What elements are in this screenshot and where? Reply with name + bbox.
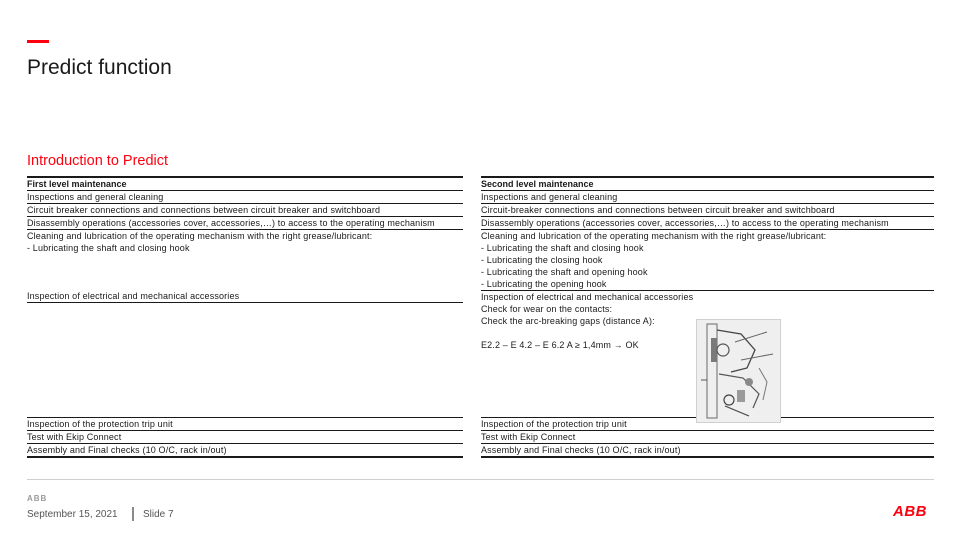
second-level-header: Second level maintenance xyxy=(481,176,934,191)
list-item: Disassembly operations (accessories cover, accessories,…) to access to the operating mechanism xyxy=(27,217,463,230)
arc-gap-check: Check the arc-breaking gaps (distance A): xyxy=(481,316,655,326)
list-item: - Lubricating the shaft and closing hook xyxy=(27,243,190,253)
list-item: - Lubricating the closing hook xyxy=(481,255,603,265)
footer-small-logo: ABB xyxy=(27,494,48,503)
list-item: Test with Ekip Connect xyxy=(481,431,934,444)
mechanism-drawing-svg xyxy=(697,320,780,422)
slide-number: Slide 7 xyxy=(143,509,174,520)
list-item: Inspection of the protection trip unit xyxy=(481,417,934,431)
list-item: Test with Ekip Connect xyxy=(27,431,463,444)
footer-divider-line xyxy=(27,479,934,480)
gap-spec: E2.2 – E 4.2 – E 6.2 A ≥ 1,4mm → OK xyxy=(481,340,639,350)
first-level-maintenance-column xyxy=(27,176,463,303)
first-level-bottom-block xyxy=(27,417,463,458)
list-item: - Lubricating the opening hook xyxy=(481,278,934,291)
second-level-bottom-block xyxy=(481,417,934,458)
page-title: Predict function xyxy=(27,56,172,79)
first-level-header: First level maintenance xyxy=(27,176,463,191)
list-item: - Lubricating the shaft and closing hook xyxy=(481,243,644,253)
list-item: Inspection of the protection trip unit xyxy=(27,417,463,431)
list-item: Disassembly operations (accessories cover, accessories,…) to access to the operating mechanism xyxy=(481,217,934,230)
list-item: Circuit-breaker connections and connections between circuit breaker and switchboard xyxy=(481,204,934,217)
list-item: Cleaning and lubrication of the operating mechanism with the right grease/lubricant: xyxy=(27,231,373,241)
list-item: - Lubricating the shaft and opening hook xyxy=(481,267,648,277)
list-item: Assembly and Final checks (10 O/C, rack in/out) xyxy=(481,444,934,458)
accessories-inspection: Inspection of electrical and mechanical accessories xyxy=(27,290,463,303)
title-accent-bar xyxy=(27,40,49,43)
list-item: Inspections and general cleaning xyxy=(481,191,934,204)
list-item: Assembly and Final checks (10 O/C, rack in/out) xyxy=(27,444,463,458)
abb-logo: ABB xyxy=(893,503,927,520)
list-item: Circuit breaker connections and connections between circuit breaker and switchboard xyxy=(27,204,463,217)
footer-date: September 15, 2021 xyxy=(27,509,118,520)
contacts-check: Check for wear on the contacts: xyxy=(481,304,613,314)
list-item: Cleaning and lubrication of the operating mechanism with the right grease/lubricant: xyxy=(481,231,827,241)
footer-separator xyxy=(132,507,134,521)
accessories-inspection: Inspection of electrical and mechanical accessories xyxy=(481,292,694,302)
contact-mechanism-drawing xyxy=(696,319,781,423)
list-item: Inspections and general cleaning xyxy=(27,191,463,204)
section-subtitle: Introduction to Predict xyxy=(27,153,169,169)
